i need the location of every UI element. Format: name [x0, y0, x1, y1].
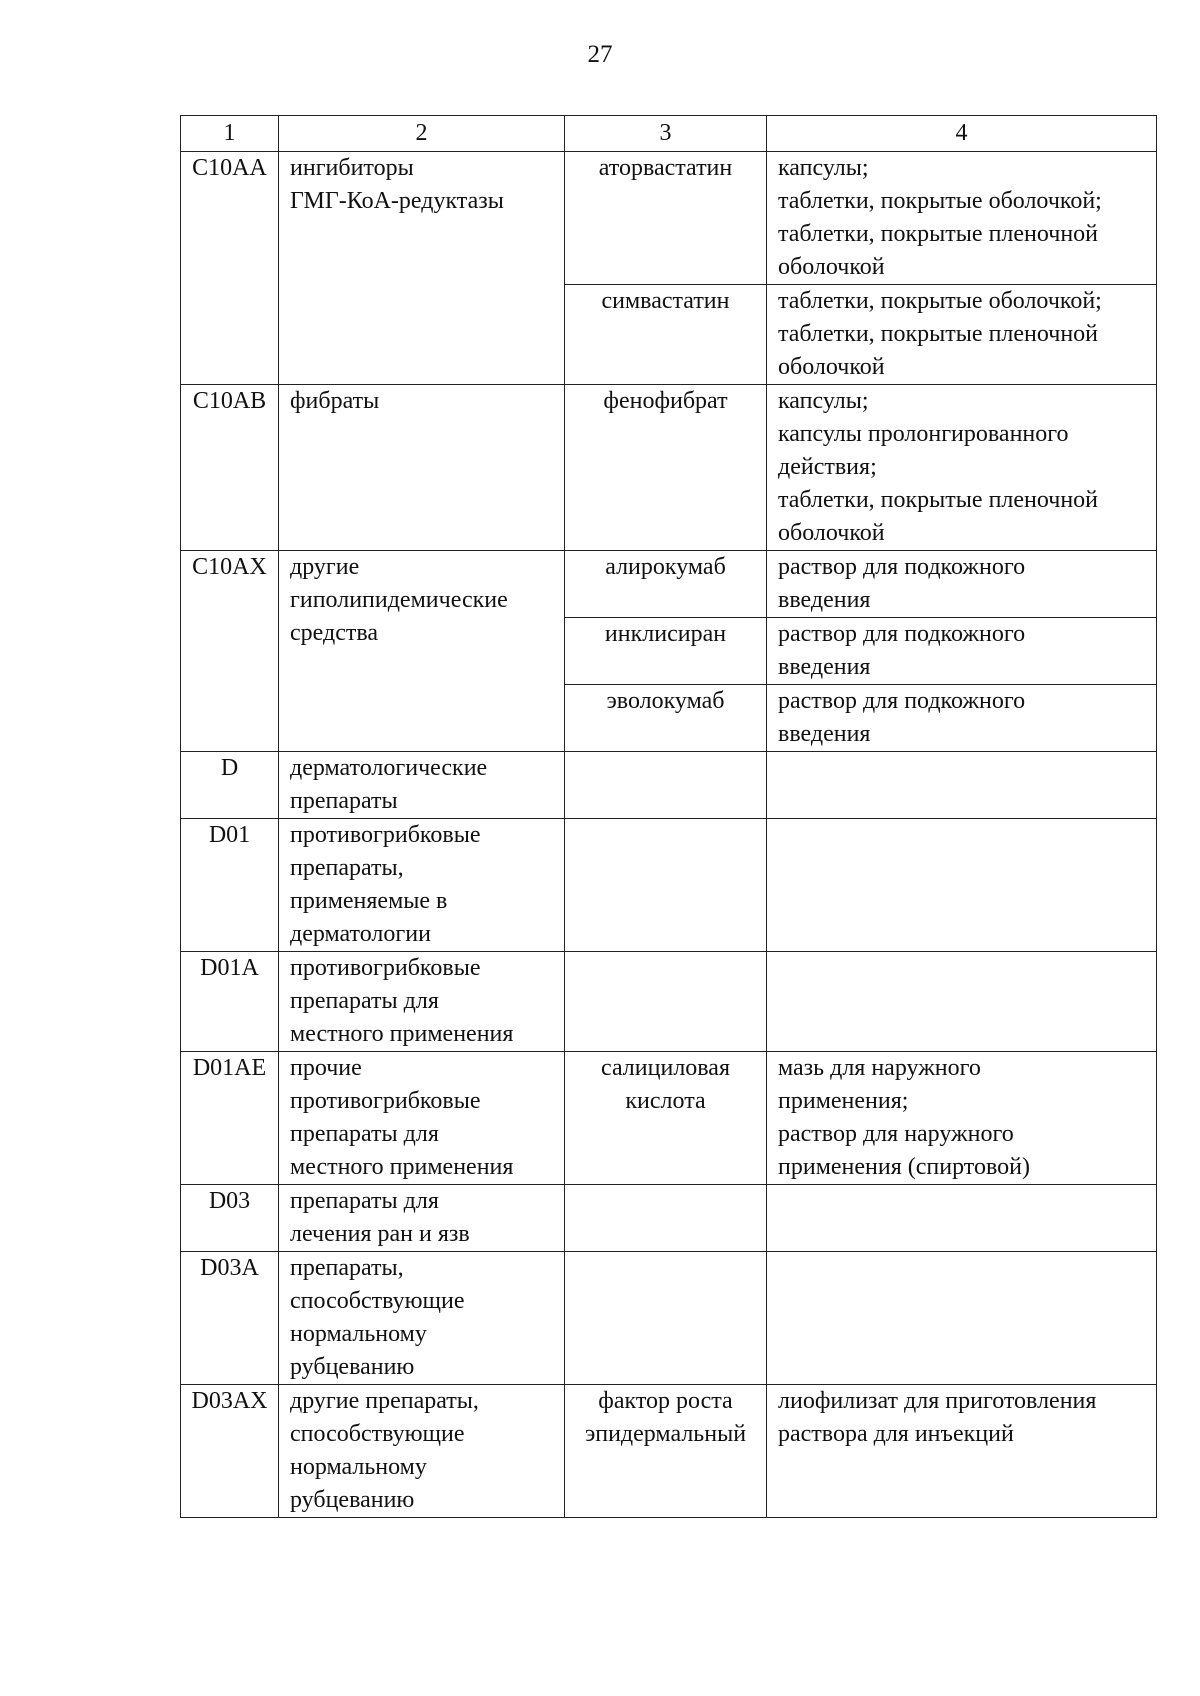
table-row	[181, 385, 1157, 551]
table-row	[181, 152, 1157, 285]
drug-name: симвастатин	[565, 285, 767, 385]
table-row	[181, 1385, 1157, 1518]
atc-code: C10AA	[181, 152, 279, 385]
table-row	[181, 952, 1157, 1052]
group-name: другие препараты, способствующие нормальному рубцеванию	[279, 1385, 565, 1518]
group-name: препараты, способствующие нормальному рубцеванию	[279, 1252, 565, 1385]
dosage-forms: раствор для подкожного введения	[767, 551, 1157, 618]
dosage-forms-empty	[767, 752, 1157, 819]
drug-name-empty	[565, 752, 767, 819]
dosage-forms-empty	[767, 1185, 1157, 1252]
drug-name: инклисиран	[565, 618, 767, 685]
drug-name: аторвастатин	[565, 152, 767, 285]
group-name: препараты для лечения ран и язв	[279, 1185, 565, 1252]
column-header: 4	[767, 116, 1157, 152]
column-header: 2	[279, 116, 565, 152]
group-name: ингибиторы ГМГ-КоА-редуктазы	[279, 152, 565, 385]
drug-name-empty	[565, 952, 767, 1052]
drug-name: фенофибрат	[565, 385, 767, 551]
atc-code: D03	[181, 1185, 279, 1252]
drug-name-empty	[565, 1185, 767, 1252]
dosage-forms: мазь для наружного применения; раствор для наружного применения (спиртовой)	[767, 1052, 1157, 1185]
header-row	[181, 116, 1157, 152]
table-row	[181, 551, 1157, 618]
table-row	[181, 1252, 1157, 1385]
column-header: 1	[181, 116, 279, 152]
drug-name-empty	[565, 819, 767, 952]
dosage-forms: капсулы; таблетки, покрытые оболочкой; таблетки, покрытые пленочной оболочкой	[767, 152, 1157, 285]
page-number: 27	[587, 41, 613, 68]
table-row	[181, 752, 1157, 819]
dosage-forms-empty	[767, 1252, 1157, 1385]
drug-name: салициловая кислота	[565, 1052, 767, 1185]
table-row	[181, 819, 1157, 952]
drug-name-empty	[565, 1252, 767, 1385]
group-name: фибраты	[279, 385, 565, 551]
drug-name: алирокумаб	[565, 551, 767, 618]
atc-code: D01A	[181, 952, 279, 1052]
dosage-forms: раствор для подкожного введения	[767, 618, 1157, 685]
dosage-forms-empty	[767, 952, 1157, 1052]
atc-code: D01AE	[181, 1052, 279, 1185]
group-name: другие гиполипидемические средства	[279, 551, 565, 752]
group-name: дерматологические препараты	[279, 752, 565, 819]
group-name: противогрибковые препараты, применяемые в дерматологии	[279, 819, 565, 952]
atc-code: D03AX	[181, 1385, 279, 1518]
dosage-forms-empty	[767, 819, 1157, 952]
dosage-forms: лиофилизат для приготовления раствора для инъекций	[767, 1385, 1157, 1518]
dosage-forms: таблетки, покрытые оболочкой; таблетки, покрытые пленочной оболочкой	[767, 285, 1157, 385]
drug-name: фактор роста эпидермальный	[565, 1385, 767, 1518]
drug-name: эволокумаб	[565, 685, 767, 752]
atc-code: D01	[181, 819, 279, 952]
group-name: противогрибковые препараты для местного применения	[279, 952, 565, 1052]
atc-code: C10AB	[181, 385, 279, 551]
group-name: прочие противогрибковые препараты для местного применения	[279, 1052, 565, 1185]
atc-code: D03A	[181, 1252, 279, 1385]
atc-code: C10AX	[181, 551, 279, 752]
atc-code: D	[181, 752, 279, 819]
table-row	[181, 1052, 1157, 1185]
drug-table	[180, 115, 1157, 1518]
dosage-forms: капсулы; капсулы пролонгированного действия; таблетки, покрытые пленочной оболочкой	[767, 385, 1157, 551]
column-header: 3	[565, 116, 767, 152]
dosage-forms: раствор для подкожного введения	[767, 685, 1157, 752]
table-row	[181, 1185, 1157, 1252]
